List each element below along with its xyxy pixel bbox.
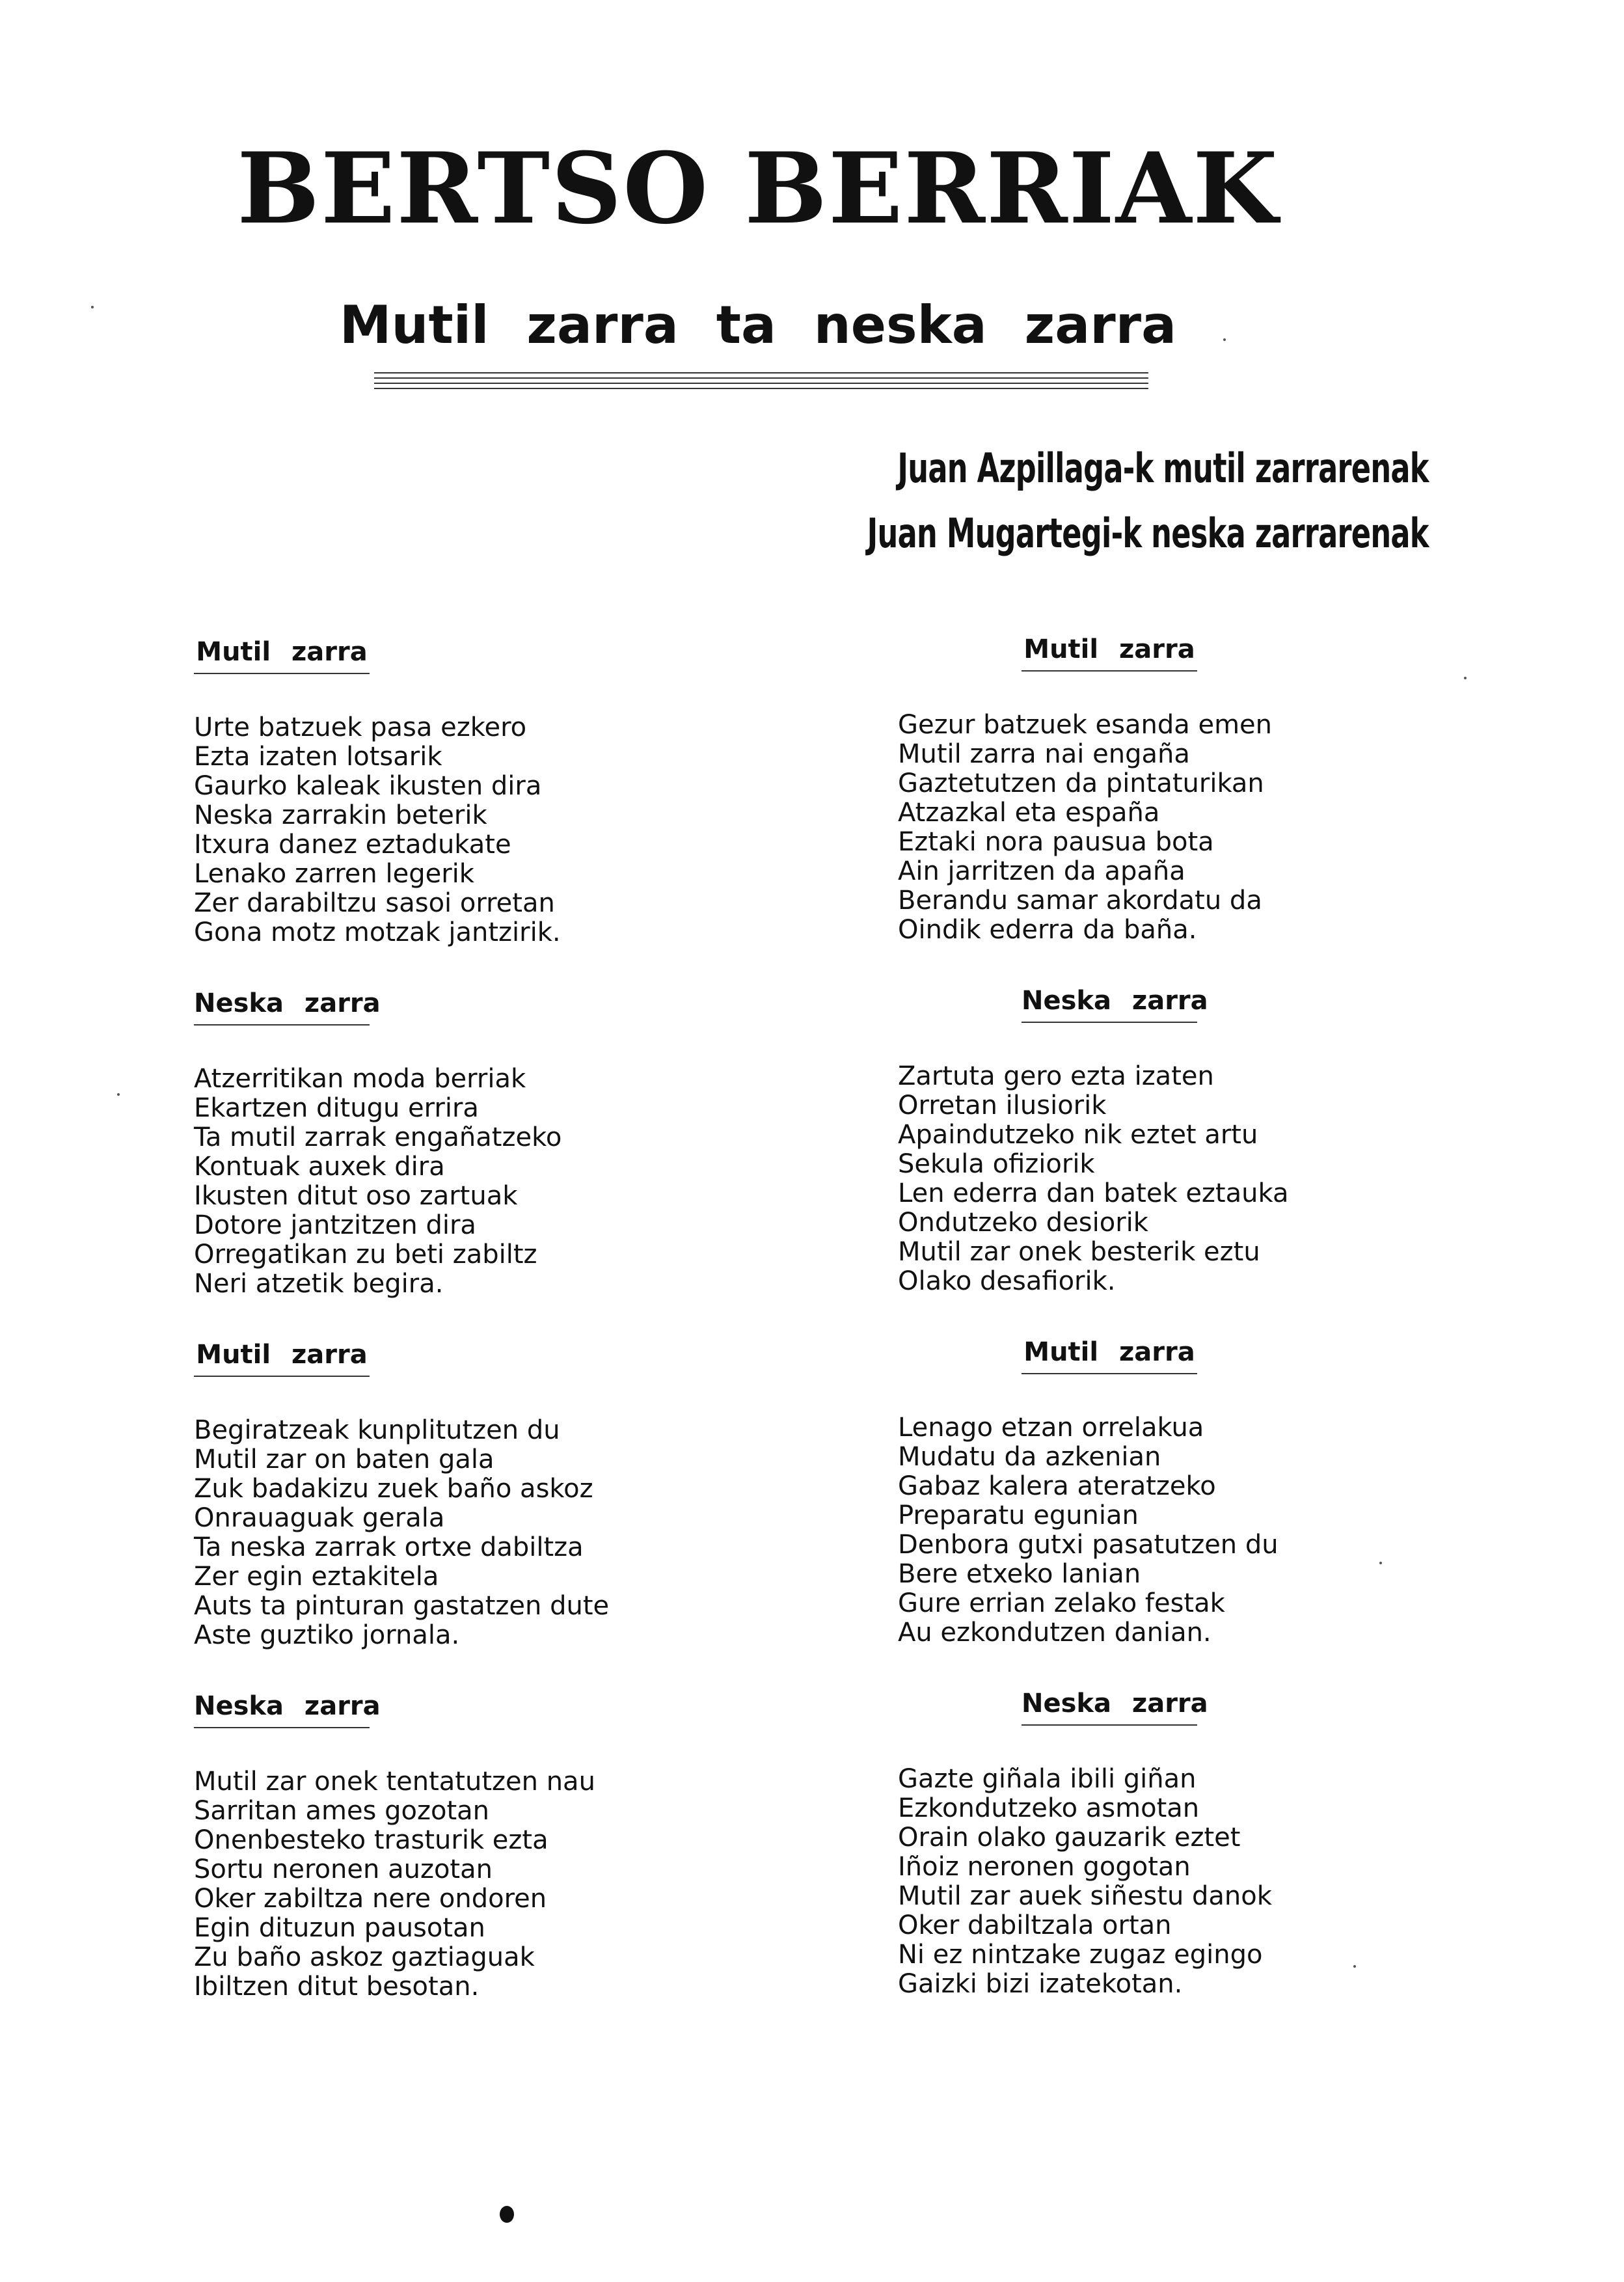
verse-line: Eztaki nora pausua bota [898, 827, 1214, 857]
ink-dot [500, 2206, 514, 2223]
verse-line: Ekartzen ditugu errira [194, 1093, 479, 1123]
scan-speck [1379, 1562, 1382, 1564]
stanza-lines [898, 1413, 1431, 1648]
verse-line: Preparatu egunian [898, 1501, 1139, 1530]
verse-line: Orretan ilusiorik [898, 1091, 1107, 1121]
page-subtitle: Mutil zarra ta neska zarra [339, 295, 1177, 355]
stanza-heading: Mutil zarra [1022, 636, 1197, 672]
stanza-left-3 [194, 1342, 727, 1650]
scan-speck [1223, 338, 1226, 341]
verse-line: Gaztetutzen da pintaturikan [898, 768, 1264, 798]
stanza-lines [898, 1062, 1431, 1296]
verse-line: Ibiltzen ditut besotan. [194, 1972, 480, 2002]
stanza-lines [194, 1065, 727, 1299]
stanza-heading: Mutil zarra [194, 639, 370, 674]
verse-line: Zuk badakizu zuek baño askoz [194, 1474, 593, 1504]
verse-line: Sekula ofiziorik [898, 1149, 1095, 1179]
stanza-heading: Neska zarra [1022, 988, 1197, 1023]
verse-line: Ain jarritzen da apaña [898, 856, 1185, 886]
stanza-heading: Neska zarra [194, 1693, 370, 1728]
page-title: BERTSO BERRIAK [237, 131, 1279, 246]
title-rule-4 [374, 388, 1148, 389]
stanza-left-4 [194, 1693, 727, 2002]
verse-line: Atzerritikan moda berriak [194, 1064, 526, 1094]
verse-line: Onrauaguak gerala [194, 1503, 445, 1533]
verse-line: Apaindutzeko nik eztet artu [898, 1120, 1258, 1150]
stanza-left-1 [194, 639, 727, 947]
verse-line: Sortu neronen auzotan [194, 1854, 493, 1884]
stanza-heading: Mutil zarra [1022, 1339, 1197, 1374]
verse-line: Ta neska zarrak ortxe dabiltza [194, 1532, 584, 1562]
stanza-lines [194, 713, 727, 947]
verse-line: Zu baño askoz gaztiaguak [194, 1942, 535, 1972]
verse-line: Neska zarrakin beterik [194, 800, 487, 830]
verse-line: Ta mutil zarrak engañatzeko [194, 1122, 562, 1152]
verse-line: Orain olako gauzarik eztet [898, 1823, 1241, 1853]
verse-line: Olako desafiorik. [898, 1266, 1116, 1296]
stanza-left-2 [194, 990, 727, 1299]
stanza-right-4 [898, 1691, 1431, 1999]
verse-line: Ezkondutzeko asmotan [898, 1793, 1200, 1823]
verse-line: Iñoiz neronen gogotan [898, 1852, 1191, 1882]
verse-line: Sarritan ames gozotan [194, 1796, 489, 1826]
author-line: Juan Azpillaga-k mutil zarrarenak [897, 444, 1429, 492]
verse-line: Urte batzuek pasa ezkero [194, 713, 527, 742]
verse-line: Egin dituzun pausotan [194, 1913, 485, 1943]
verse-line: Zer darabiltzu sasoi orretan [194, 888, 555, 918]
verse-line: Gezur batzuek esanda emen [898, 710, 1272, 740]
verse-line: Lenako zarren legerik [194, 859, 474, 889]
verse-line: Auts ta pinturan gastatzen dute [194, 1591, 610, 1621]
stanza-lines [194, 1767, 727, 2002]
stanza-heading: Mutil zarra [194, 1342, 370, 1377]
title-rule-2 [374, 377, 1148, 379]
scan-speck [91, 306, 94, 308]
verse-line: Mutil zar on baten gala [194, 1445, 494, 1474]
title-rule-1 [374, 372, 1148, 374]
verse-line: Zartuta gero ezta izaten [898, 1061, 1214, 1091]
verse-line: Itxura danez eztadukate [194, 830, 511, 860]
scan-speck [1464, 677, 1467, 679]
verse-line: Gaurko kaleak ikusten dira [194, 771, 542, 801]
stanza-lines [898, 1765, 1431, 1999]
verse-line: Oindik ederra da baña. [898, 915, 1197, 945]
verse-line: Neri atzetik begira. [194, 1269, 444, 1299]
verse-line: Ezta izaten lotsarik [194, 742, 442, 772]
verse-line: Ondutzeko desiorik [898, 1208, 1148, 1238]
verse-line: Bere etxeko lanian [898, 1559, 1141, 1589]
title-rule-3 [374, 383, 1148, 384]
verse-line: Oker zabiltza nere ondoren [194, 1884, 547, 1914]
verse-line: Berandu samar akordatu da [898, 886, 1262, 916]
verse-line: Gaizki bizi izatekotan. [898, 1969, 1183, 1999]
verse-line: Gure errian zelako festak [898, 1588, 1225, 1618]
verse-line: Oker dabiltzala ortan [898, 1910, 1172, 1940]
verse-line: Ikusten ditut oso zartuak [194, 1181, 518, 1211]
scan-speck [117, 1093, 120, 1096]
verse-line: Mutil zar onek tentatutzen nau [194, 1767, 595, 1797]
verse-line: Mutil zarra nai engaña [898, 739, 1190, 769]
verse-line: Dotore jantzitzen dira [194, 1210, 476, 1240]
scan-speck [1353, 1965, 1356, 1968]
verse-line: Begiratzeak kunplitutzen du [194, 1415, 560, 1445]
verse-line: Mutil zar auek siñestu danok [898, 1881, 1272, 1911]
verse-line: Denbora gutxi pasatutzen du [898, 1530, 1279, 1560]
verse-line: Mudatu da azkenian [898, 1442, 1161, 1472]
verse-line: Lenago etzan orrelakua [898, 1413, 1204, 1443]
verse-line: Gona motz motzak jantzirik. [194, 917, 561, 947]
verse-line: Au ezkondutzen danian. [898, 1618, 1211, 1648]
stanza-right-1 [898, 636, 1431, 945]
stanza-right-2 [898, 988, 1431, 1296]
verse-line: Kontuak auxek dira [194, 1152, 445, 1182]
stanza-lines [194, 1416, 727, 1650]
verse-line: Mutil zar onek besterik eztu [898, 1237, 1260, 1267]
stanza-right-3 [898, 1339, 1431, 1648]
verse-line: Len ederra dan batek eztauka [898, 1178, 1289, 1208]
verse-line: Zer egin eztakitela [194, 1562, 439, 1592]
authors-block [867, 436, 1429, 566]
verse-line: Onenbesteko trasturik ezta [194, 1825, 548, 1855]
verse-line: Gabaz kalera ateratzeko [898, 1471, 1216, 1501]
verse-line: Gazte giñala ibili giñan [898, 1764, 1197, 1794]
verse-line: Atzazkal eta españa [898, 798, 1160, 828]
stanza-lines [898, 711, 1431, 945]
stanza-heading: Neska zarra [194, 990, 370, 1026]
author-line: Juan Mugartegi-k neska zarrarenak [867, 509, 1429, 557]
stanza-heading: Neska zarra [1022, 1691, 1197, 1726]
verse-line: Ni ez nintzake zugaz egingo [898, 1940, 1263, 1970]
verse-line: Aste guztiko jornala. [194, 1620, 460, 1650]
verse-line: Orregatikan zu beti zabiltz [194, 1240, 537, 1270]
